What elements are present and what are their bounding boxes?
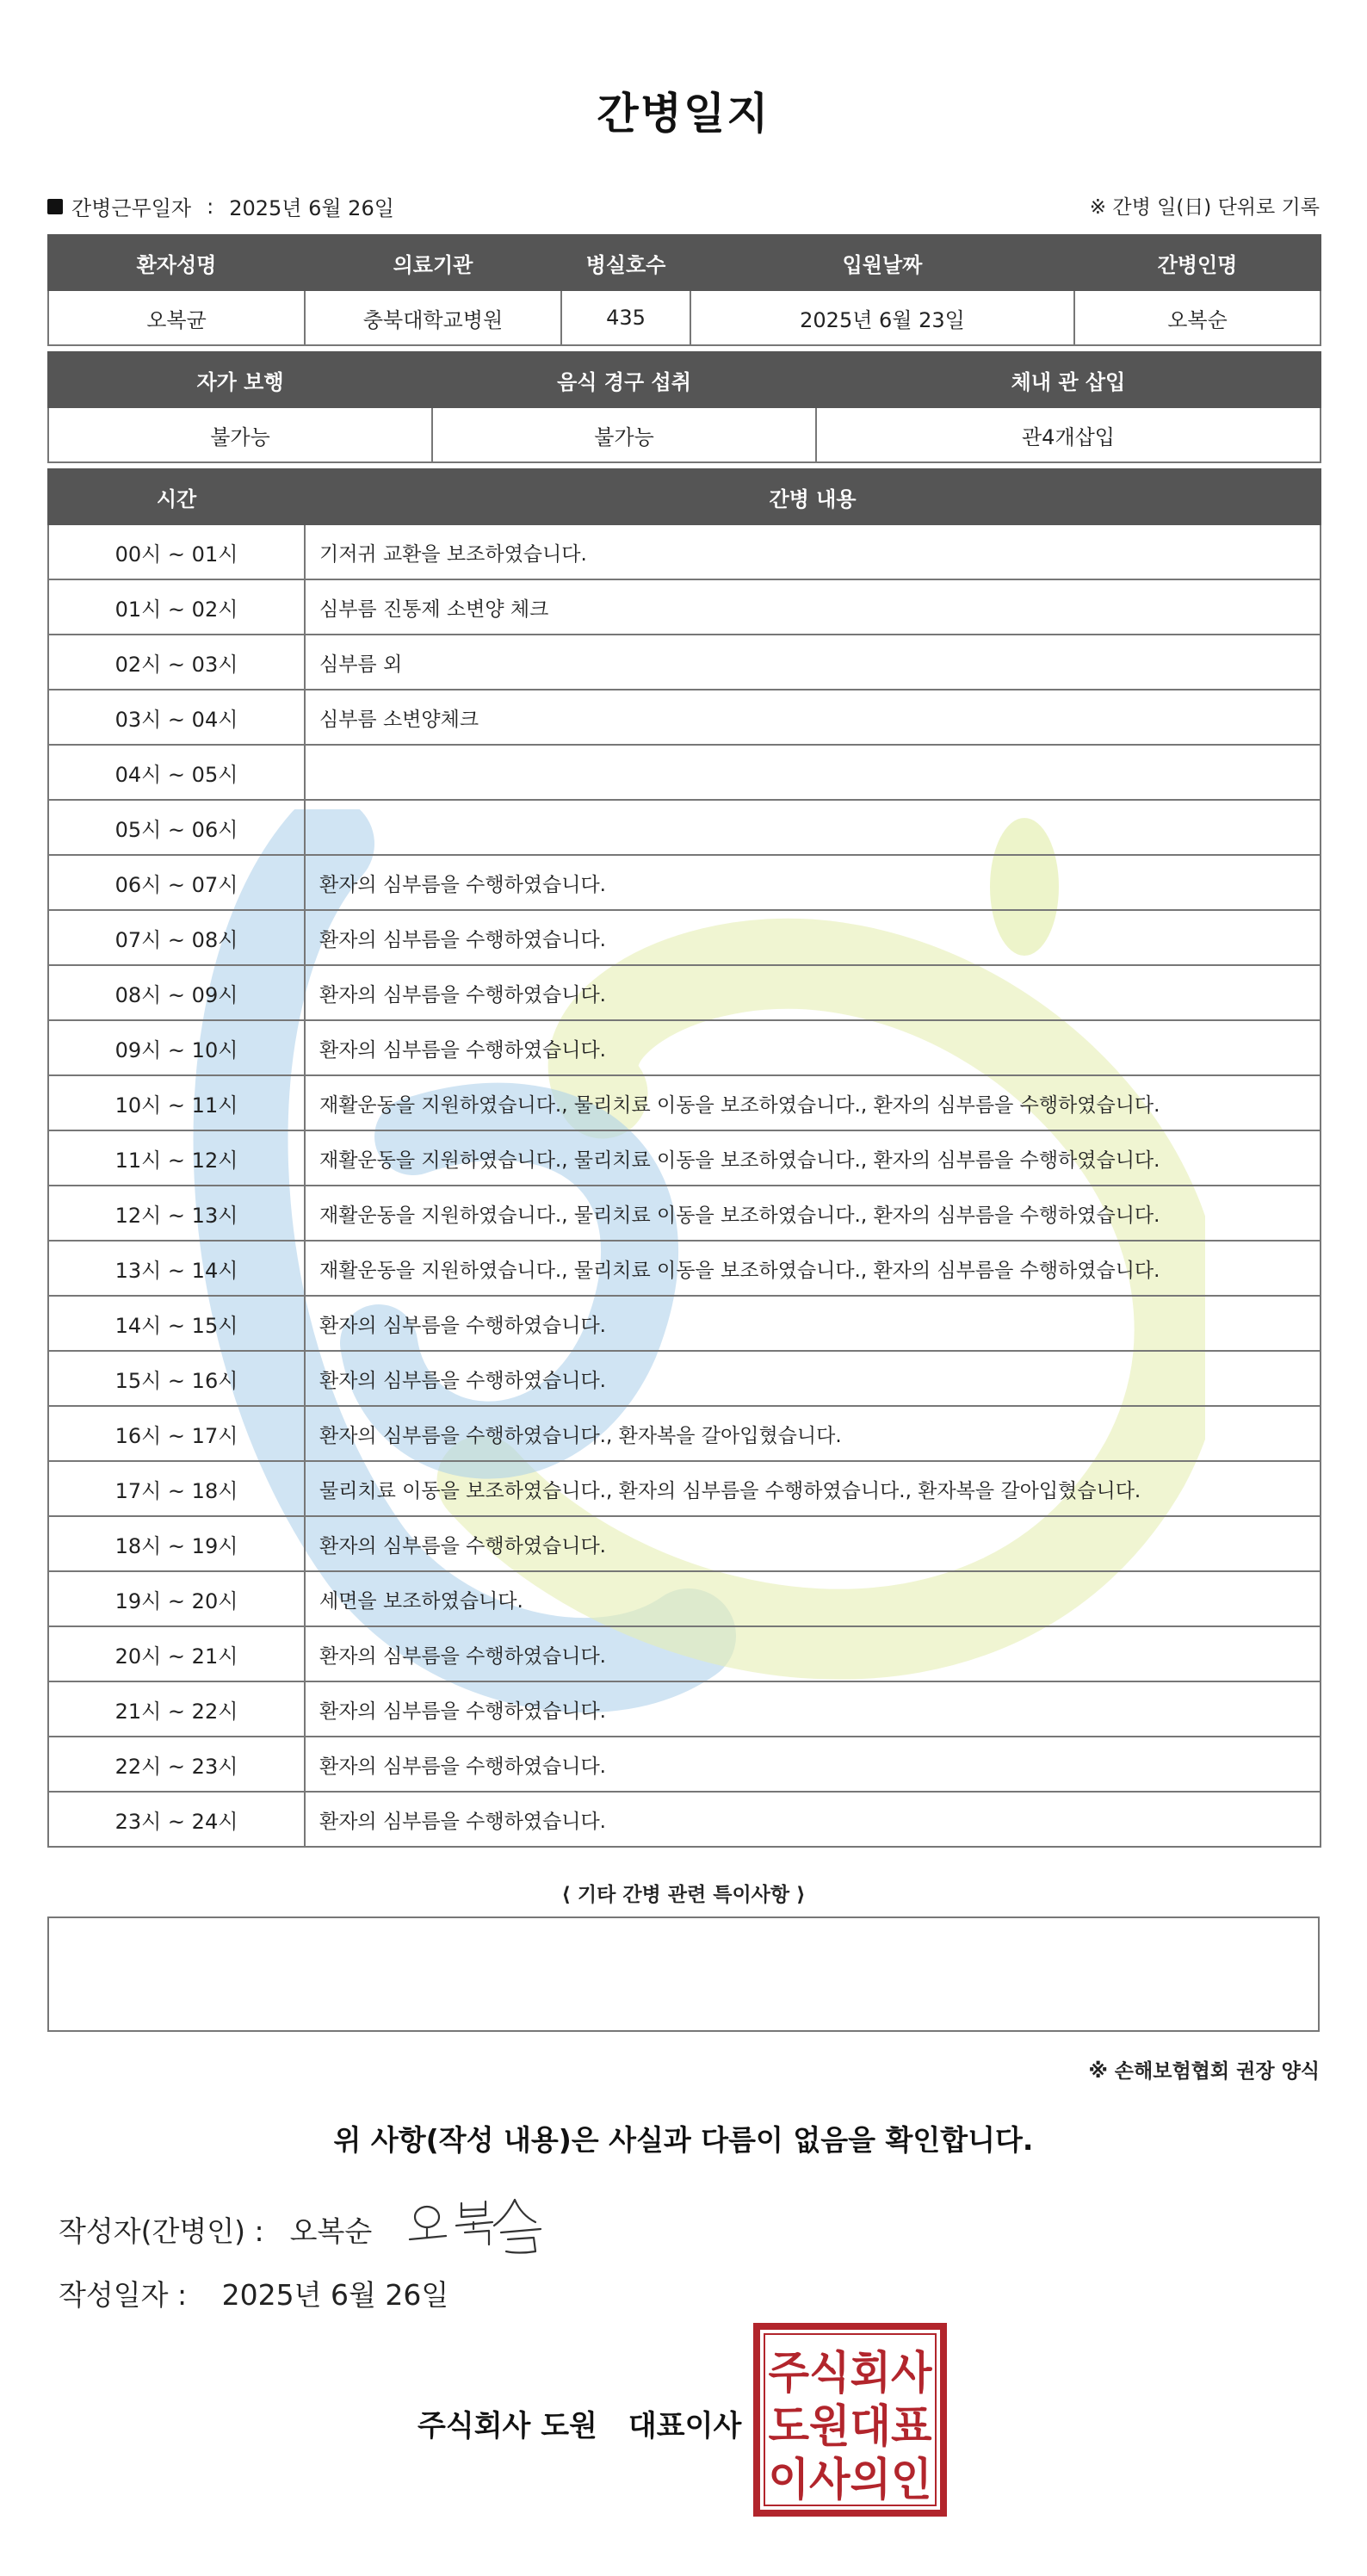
log-content: 환자의 심부름을 수행하였습니다. xyxy=(305,1681,1321,1737)
table-row xyxy=(48,1186,1321,1241)
patient-info-table xyxy=(47,234,1321,346)
log-content: 환자의 심부름을 수행하였습니다. xyxy=(305,910,1321,965)
log-time: 20시 ~ 21시 xyxy=(48,1626,305,1681)
table-row xyxy=(48,579,1321,635)
square-bullet-icon xyxy=(47,199,63,214)
log-time: 16시 ~ 17시 xyxy=(48,1406,305,1461)
table-row xyxy=(48,1571,1321,1626)
table-row xyxy=(48,855,1321,910)
seal-line-2: 도원대표 xyxy=(768,2401,932,2453)
company-seal-stamp xyxy=(753,2323,947,2517)
table-row xyxy=(48,1241,1321,1296)
log-time: 17시 ~ 18시 xyxy=(48,1461,305,1516)
log-time: 05시 ~ 06시 xyxy=(48,800,305,855)
log-time: 01시 ~ 02시 xyxy=(48,579,305,635)
handwritten-signature xyxy=(405,2191,560,2260)
table-row xyxy=(48,1406,1321,1461)
log-content: 재활운동을 지원하였습니다., 물리치료 이동을 보조하였습니다., 환자의 심부름을 수행하였습니다. xyxy=(305,1075,1321,1130)
table-row xyxy=(48,635,1321,690)
log-time: 07시 ~ 08시 xyxy=(48,910,305,965)
patient-name: 오복균 xyxy=(48,290,305,345)
writer-name: 오복순 xyxy=(289,2214,373,2248)
recommendation-note: ※ 손해보험협회 권장 양식 xyxy=(1088,2060,1320,2083)
log-content: 환자의 심부름을 수행하였습니다. xyxy=(305,1296,1321,1351)
header-admission-date: 입원날짜 xyxy=(690,235,1074,290)
oral-intake-value: 불가능 xyxy=(432,407,816,462)
table-row xyxy=(48,800,1321,855)
log-time: 04시 ~ 05시 xyxy=(48,745,305,800)
company-title: 대표이사 xyxy=(628,2409,742,2443)
header-patient-name: 환자성명 xyxy=(48,235,305,290)
log-content: 심부름 외 xyxy=(305,635,1321,690)
log-time: 23시 ~ 24시 xyxy=(48,1792,305,1847)
table-row xyxy=(48,910,1321,965)
special-notes-title: ⟨ 기타 간병 관련 특이사항 ⟩ xyxy=(561,1884,806,1906)
log-content: 재활운동을 지원하였습니다., 물리치료 이동을 보조하였습니다., 환자의 심부름을 수행하였습니다. xyxy=(305,1241,1321,1296)
log-content xyxy=(305,800,1321,855)
log-content: 세면을 보조하였습니다. xyxy=(305,1571,1321,1626)
hospital-name: 충북대학교병원 xyxy=(305,290,561,345)
table-row xyxy=(48,965,1321,1020)
header-room-number: 병실호수 xyxy=(561,235,690,290)
log-time: 14시 ~ 15시 xyxy=(48,1296,305,1351)
document-title: 간병일지 xyxy=(597,89,770,139)
table-row xyxy=(48,524,1321,579)
patient-info-value-row xyxy=(48,290,1321,345)
log-time: 12시 ~ 13시 xyxy=(48,1186,305,1241)
log-time: 00시 ~ 01시 xyxy=(48,524,305,579)
log-content: 심부름 소변양체크 xyxy=(305,690,1321,745)
unit-note: ※ 간병 일(日) 단위로 기록 xyxy=(1089,196,1320,219)
log-content: 환자의 심부름을 수행하였습니다. xyxy=(305,1737,1321,1792)
admission-date: 2025년 6월 23일 xyxy=(690,290,1074,345)
log-time: 02시 ~ 03시 xyxy=(48,635,305,690)
log-time: 10시 ~ 11시 xyxy=(48,1075,305,1130)
log-content: 환자의 심부름을 수행하였습니다. xyxy=(305,1792,1321,1847)
care-log-table xyxy=(47,468,1321,1848)
table-row xyxy=(48,1075,1321,1130)
log-time: 15시 ~ 16시 xyxy=(48,1351,305,1406)
log-content: 환자의 심부름을 수행하였습니다. xyxy=(305,965,1321,1020)
room-number: 435 xyxy=(561,290,690,345)
care-log-body xyxy=(48,524,1321,1847)
log-content: 환자의 심부름을 수행하였습니다. xyxy=(305,1351,1321,1406)
header-oral-intake: 음식 경구 섭취 xyxy=(432,352,816,407)
writer-line xyxy=(59,2209,372,2250)
patient-info-header-row xyxy=(48,235,1321,290)
log-content xyxy=(305,745,1321,800)
log-time: 13시 ~ 14시 xyxy=(48,1241,305,1296)
write-date-label: 작성일자 : xyxy=(59,2278,188,2312)
log-content: 환자의 심부름을 수행하였습니다. xyxy=(305,855,1321,910)
tube-insertion-value: 관4개삽입 xyxy=(816,407,1321,462)
company-line xyxy=(418,2402,741,2444)
table-row xyxy=(48,1130,1321,1186)
table-row xyxy=(48,690,1321,745)
log-time: 08시 ~ 09시 xyxy=(48,965,305,1020)
table-row xyxy=(48,745,1321,800)
log-content: 환자의 심부름을 수행하였습니다. xyxy=(305,1626,1321,1681)
patient-status-table xyxy=(47,351,1321,463)
log-time: 19시 ~ 20시 xyxy=(48,1571,305,1626)
work-date xyxy=(47,191,394,221)
log-content: 재활운동을 지원하였습니다., 물리치료 이동을 보조하였습니다., 환자의 심부름을 수행하였습니다. xyxy=(305,1130,1321,1186)
log-time: 03시 ~ 04시 xyxy=(48,690,305,745)
table-row xyxy=(48,1737,1321,1792)
log-content: 환자의 심부름을 수행하였습니다., 환자복을 갈아입혔습니다. xyxy=(305,1406,1321,1461)
patient-status-header-row xyxy=(48,352,1321,407)
caregiver-name: 오복순 xyxy=(1074,290,1321,345)
log-time: 21시 ~ 22시 xyxy=(48,1681,305,1737)
log-content: 환자의 심부름을 수행하였습니다. xyxy=(305,1020,1321,1075)
work-date-value: 2025년 6월 26일 xyxy=(229,196,394,220)
log-content: 환자의 심부름을 수행하였습니다. xyxy=(305,1516,1321,1571)
patient-status-value-row xyxy=(48,407,1321,462)
log-content: 심부름 진통제 소변양 체크 xyxy=(305,579,1321,635)
work-date-label: 간병근무일자 xyxy=(71,196,192,220)
table-row xyxy=(48,1020,1321,1075)
log-time: 11시 ~ 12시 xyxy=(48,1130,305,1186)
log-time: 06시 ~ 07시 xyxy=(48,855,305,910)
seal-line-3: 이사의인 xyxy=(768,2455,932,2506)
table-row xyxy=(48,1626,1321,1681)
log-content: 기저귀 교환을 보조하였습니다. xyxy=(305,524,1321,579)
header-hospital: 의료기관 xyxy=(305,235,561,290)
special-notes-box xyxy=(47,1917,1320,2032)
care-log-header-row xyxy=(48,469,1321,524)
write-date-value: 2025년 6월 26일 xyxy=(221,2278,449,2312)
log-time: 18시 ~ 19시 xyxy=(48,1516,305,1571)
header-tube-insertion: 체내 관 삽입 xyxy=(816,352,1321,407)
table-row xyxy=(48,1792,1321,1847)
header-care-content: 간병 내용 xyxy=(305,469,1321,524)
table-row xyxy=(48,1351,1321,1406)
log-time: 22시 ~ 23시 xyxy=(48,1737,305,1792)
writer-label: 작성자(간병인) : xyxy=(59,2214,264,2248)
self-walking-value: 불가능 xyxy=(48,407,432,462)
header-self-walking: 자가 보행 xyxy=(48,352,432,407)
company-name: 주식회사 도원 xyxy=(418,2409,597,2443)
seal-line-1: 주식회사 xyxy=(768,2348,933,2400)
header-time: 시간 xyxy=(48,469,305,524)
log-time: 09시 ~ 10시 xyxy=(48,1020,305,1075)
header-caregiver-name: 간병인명 xyxy=(1074,235,1321,290)
table-row xyxy=(48,1296,1321,1351)
log-content: 물리치료 이동을 보조하였습니다., 환자의 심부름을 수행하였습니다., 환자복을 갈아입혔습니다. xyxy=(305,1461,1321,1516)
confirmation-statement: 위 사항(작성 내용)은 사실과 다름이 없음을 확인합니다. xyxy=(333,2123,1034,2157)
log-content: 재활운동을 지원하였습니다., 물리치료 이동을 보조하였습니다., 환자의 심부름을 수행하였습니다. xyxy=(305,1186,1321,1241)
table-row xyxy=(48,1516,1321,1571)
work-date-colon: : xyxy=(207,194,214,219)
write-date-line xyxy=(59,2273,448,2313)
table-row xyxy=(48,1461,1321,1516)
table-row xyxy=(48,1681,1321,1737)
